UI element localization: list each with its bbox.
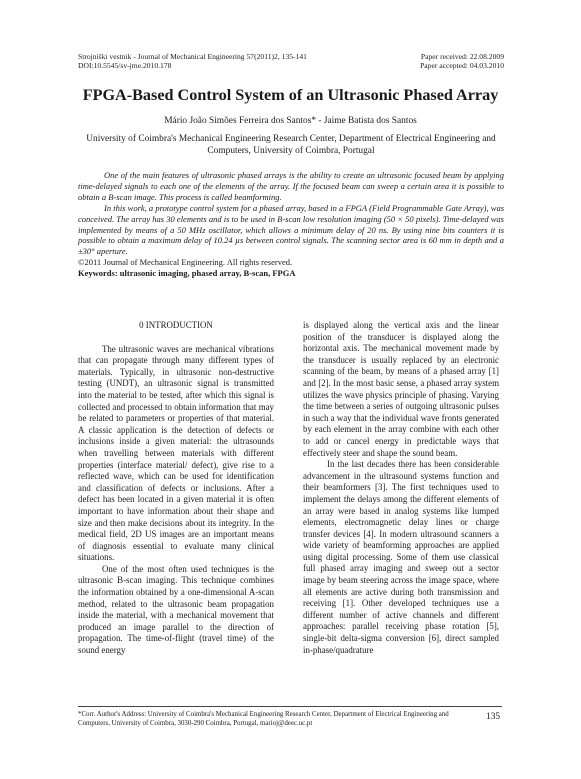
journal-citation: Strojniški vestnik - Journal of Mechanical Engineering 57(2011)2, 135-141: [78, 52, 307, 61]
keywords: Keywords: ultrasonic imaging, phased array, B-scan, FPGA: [78, 268, 296, 279]
author-list: Mário João Simões Ferreira dos Santos* - Jaime Batista dos Santos: [164, 116, 417, 126]
section-heading: 0 INTRODUCTION: [139, 320, 213, 330]
body-column-left: [78, 320, 274, 657]
received-date: Paper received: 22.08.2009: [420, 52, 504, 61]
corresponding-author-footnote: *Corr. Author's Address: University of Coimbra's Mechanical Engineering Research Center, Department of Electrical Engineering and Computers, University of Coimbra, 3030-290 Coimbra, Portugal, marioj@deec.uc.pt: [78, 711, 449, 727]
paper-title: FPGA-Based Control System of an Ultrasonic Phased Array: [82, 86, 499, 104]
doi: DOI:10.5545/sv-jme.2010.178: [78, 61, 172, 71]
affiliation: University of Coimbra's Mechanical Engineering Research Center, Department of Electrical Engineering and Computers, University of Coimbra, Portugal: [86, 134, 496, 157]
abstract-paragraph: In this work, a prototype control system for a phased array, based in a FPGA (Field Programmable Gate Array), was conceived. The array has 30 elements and is to be used in B-scan low resolution imaging (50 × 50 pixels). Time-delayed was implemented by means of a 50 MHz oscillator, which allows a minimum delay of 20 ns. By using nine bits counters it is possible to obtain a maximum delay of 10.24 µs between control signals. The scanning sector area is 60 mm in depth and a ±30° aperture.: [78, 202, 504, 257]
page-number: 135: [486, 712, 501, 722]
abstract-paragraph: One of the main features of ultrasonic phased arrays is the ability to create an ultrasonic focused beam by applying time-delayed signals to each one of the elements of the array. If the focused beam can sweep a certain area it is possible to obtain a B-scan image. This process is called beamforming.: [78, 170, 504, 202]
paper-dates: [420, 52, 504, 71]
body-paragraph: One of the most often used techniques is the ultrasonic B-scan imaging. This technique combines the information obtained by a one-dimensional A-scan method, related to the ultrasonic beam propagation inside the material, with a mechanical movement that produced an image parallel to the direction of propagation. The time-of-flight (travel time) of the sound energy: [78, 563, 274, 656]
body-column-right: [303, 320, 499, 656]
footnote-rule: [78, 706, 502, 707]
body-paragraph: In the last decades there has been considerable advancement in the ultrasound systems function and their beamformers [3]. The first techniques used to implement the delays among the different elements of an array were based in analog systems like lumped elements, electromagnetic delay lines or charge transfer devices [4]. In modern ultrasound scanners a wide variety of beamforming approaches are applied using digital processing. Some of them use classical full phased array imaging and sweep out a sector image by beam steering across the image space, where all elements are active during both transmission and receiving [1]. Other developed techniques use a different number of active channels and different approaches: parallel receiving phase rotation [5], single-bit delta-sigma conversion [6], direct sampled in-phase/quadrature: [303, 459, 499, 655]
body-paragraph: The ultrasonic waves are mechanical vibrations that can propagate through many different types of materials. Typically, in ultrasonic non-destructive testing (UNDT), an ultrasonic signal is transmitted into the material to be tested, after which this signal is collected and processed to obtain information that may be related to parameters or properties of that material. A classic application is the detection of defects or inclusions inside a given material: the ultrasounds when travelling between materials with different properties (interface material/ defect), give rise to a reflected wave, which can be used for identification and classification of defects or inclusions. After a defect has been located in a given material it is often important to have information about their shape and size and then make decisions about its integrity. In the medical field, 2D US images are an important means of diagnosis essential to evaluate many clinical situations.: [78, 343, 274, 563]
body-paragraph: is displayed along the vertical axis and the linear position of the transducer is displayed along the horizontal axis. The mechanical movement made by the transducer is usually replaced by an electronic scanning of the beam, by means of a phased array [1] and [2]. In the most basic sense, a phased array system utilizes the wave physics principle of phasing. Varying the time between a series of outgoing ultrasonic pulses in such a way that the individual wave fronts generated by each element in the array combine with each other to add or cancel energy in predictable ways that effectively steer and shape the sound beam.: [303, 320, 499, 458]
journal-header: [78, 52, 307, 71]
accepted-date: Paper accepted: 04.03.2010: [420, 61, 504, 71]
copyright-notice: ©2011 Journal of Mechanical Engineering. All rights reserved.: [78, 257, 293, 268]
abstract: [78, 170, 504, 279]
